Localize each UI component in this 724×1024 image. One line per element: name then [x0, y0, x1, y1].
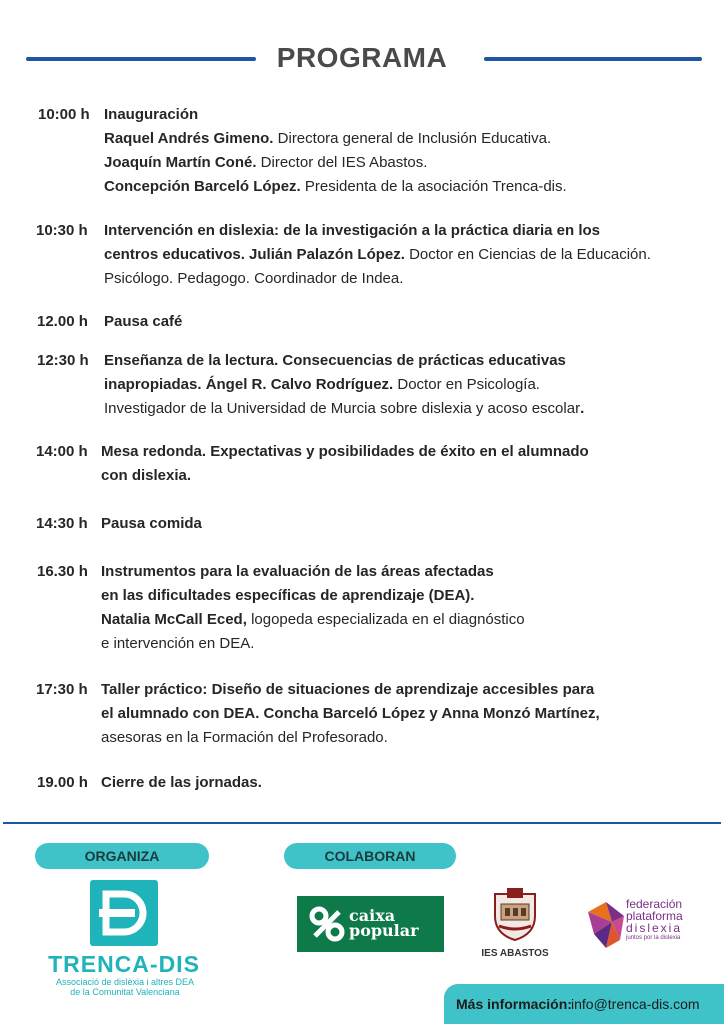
program-text-bold: con dislexia.: [101, 467, 192, 484]
program-text: Directora general de Inclusión Educativa.: [273, 130, 552, 147]
program-text-bold: centros educativos. Julián Palazón López.: [104, 246, 405, 263]
program-line: [104, 151, 704, 175]
program-line: [104, 397, 704, 421]
program-line: [101, 440, 701, 464]
program-line: [104, 219, 704, 243]
program-text-bold: Concepción Barceló López.: [104, 178, 301, 195]
program-text-bold: Intervención en dislexia: de la investigación a la práctica diaria en los: [104, 222, 601, 239]
page-title: PROGRAMA: [276, 42, 448, 73]
colaboran-label: COLABORAN: [284, 843, 456, 869]
program-description: [101, 678, 701, 750]
federacion-dislexia-logo: [626, 898, 683, 942]
program-text-bold: Pausa comida: [101, 515, 202, 532]
program-text: asesoras en la Formación del Profesorado.: [101, 729, 388, 746]
program-description: [104, 310, 704, 334]
program-text-bold: Taller práctico: Diseño de situaciones de aprendizaje accesibles para: [101, 681, 595, 698]
program-line: [101, 584, 701, 608]
program-time: 12:30 h: [37, 352, 89, 369]
program-line: [101, 632, 701, 656]
footer-divider: [3, 822, 721, 824]
program-text: logopeda especializada en el diagnóstico: [246, 611, 525, 628]
program-line: [104, 267, 704, 291]
program-text-bold: Inauguración: [104, 106, 199, 123]
program-time: 10:00 h: [38, 106, 90, 123]
program-line: [104, 310, 704, 334]
program-text: e intervención en DEA.: [101, 635, 255, 652]
organiza-label: ORGANIZA: [35, 843, 209, 869]
trenca-dis-name: TRENCA-DIS: [48, 951, 200, 977]
trenca-dis-subtitle: [40, 977, 210, 997]
program-text-bold: Joaquín Martín Coné.: [104, 154, 257, 171]
program-text: Director del IES Abastos.: [256, 154, 428, 171]
program-line: [101, 702, 701, 726]
ies-abastos-crest-icon: [489, 886, 541, 942]
program-description: [104, 219, 704, 291]
dislexia-word: dislexia: [626, 921, 683, 935]
program-time: 19.00 h: [37, 774, 88, 791]
program-text-bold: en las dificultades específicas de aprendizaje (DEA).: [101, 587, 475, 604]
program-description: [104, 349, 704, 421]
caixa-popular-logo: [297, 896, 444, 952]
program-line: [104, 127, 704, 151]
program-line: [104, 103, 704, 127]
program-text: Doctor en Ciencias de la Educación.: [404, 246, 651, 263]
program-text-bold: .: [580, 400, 585, 417]
program-text-bold: Natalia McCall Eced,: [101, 611, 247, 628]
program-line: [104, 175, 704, 199]
program-line: [101, 512, 701, 536]
program-line: [101, 678, 701, 702]
trenca-dis-logo: [90, 880, 158, 946]
caixa-popular-word: caixa: [349, 906, 396, 925]
program-line: [101, 608, 701, 632]
program-line: [101, 464, 701, 488]
trenca-dis-mark-icon: [90, 880, 158, 946]
program-time: 12.00 h: [37, 313, 88, 330]
caixa-popular-word: popular: [349, 921, 419, 940]
program-text-bold: Cierre de las jornadas.: [101, 774, 262, 791]
program-line: [101, 771, 701, 795]
federacion-word: federación: [626, 897, 683, 911]
program-text-bold: Enseñanza de la lectura. Consecuencias de prácticas educativas: [104, 352, 566, 369]
program-time: 14:30 h: [36, 515, 88, 532]
program-description: [101, 512, 701, 536]
more-info-label: Más información:: [456, 996, 572, 1012]
title-rule-right: [484, 57, 702, 61]
program-line: [101, 726, 701, 750]
program-line: [104, 373, 704, 397]
more-info-email[interactable]: info@trenca-dis.com: [571, 996, 700, 1012]
program-time: 17:30 h: [36, 681, 88, 698]
ies-abastos-label: IES ABASTOS: [481, 948, 549, 959]
trenca-dis-subtitle-line: de la Comunitat Valenciana: [70, 987, 180, 997]
program-description: [101, 771, 701, 795]
program-text: Doctor en Psicología.: [393, 376, 540, 393]
program-text-bold: el alumnado con DEA. Concha Barceló López y Anna Monzó Martínez,: [101, 705, 600, 722]
program-description: [101, 560, 701, 656]
federacion-dislexia-mark-icon: [584, 898, 626, 952]
program-text: Psicólogo. Pedagogo. Coordinador de Indea.: [104, 270, 404, 287]
caixa-popular-mark-icon: [307, 904, 347, 944]
program-text-bold: Raquel Andrés Gimeno.: [104, 130, 274, 147]
program-line: [101, 560, 701, 584]
program-text-bold: Instrumentos para la evaluación de las áreas afectadas: [101, 563, 494, 580]
program-line: [104, 349, 704, 373]
program-time: 10:30 h: [36, 222, 88, 239]
program-time: 16.30 h: [37, 563, 88, 580]
program-text-bold: Mesa redonda. Expectativas y posibilidades de éxito en el alumnado: [101, 443, 589, 460]
program-text-bold: Pausa café: [104, 313, 183, 330]
program-time: 14:00 h: [36, 443, 88, 460]
plataforma-word: plataforma: [626, 909, 683, 923]
federacion-tagline: juntos por la dislexia: [626, 935, 681, 941]
trenca-dis-subtitle-line: Associació de dislèxia i altres DEA: [55, 977, 195, 987]
program-line: [104, 243, 704, 267]
program-text: Investigador de la Universidad de Murcia sobre dislexia y acoso escolar: [104, 400, 581, 417]
more-info-banner: [444, 984, 724, 1024]
program-text: Presidenta de la asociación Trenca-dis.: [300, 178, 567, 195]
program-description: [101, 440, 701, 488]
program-description: [104, 103, 704, 199]
program-text-bold: inapropiadas. Ángel R. Calvo Rodríguez.: [104, 376, 394, 393]
